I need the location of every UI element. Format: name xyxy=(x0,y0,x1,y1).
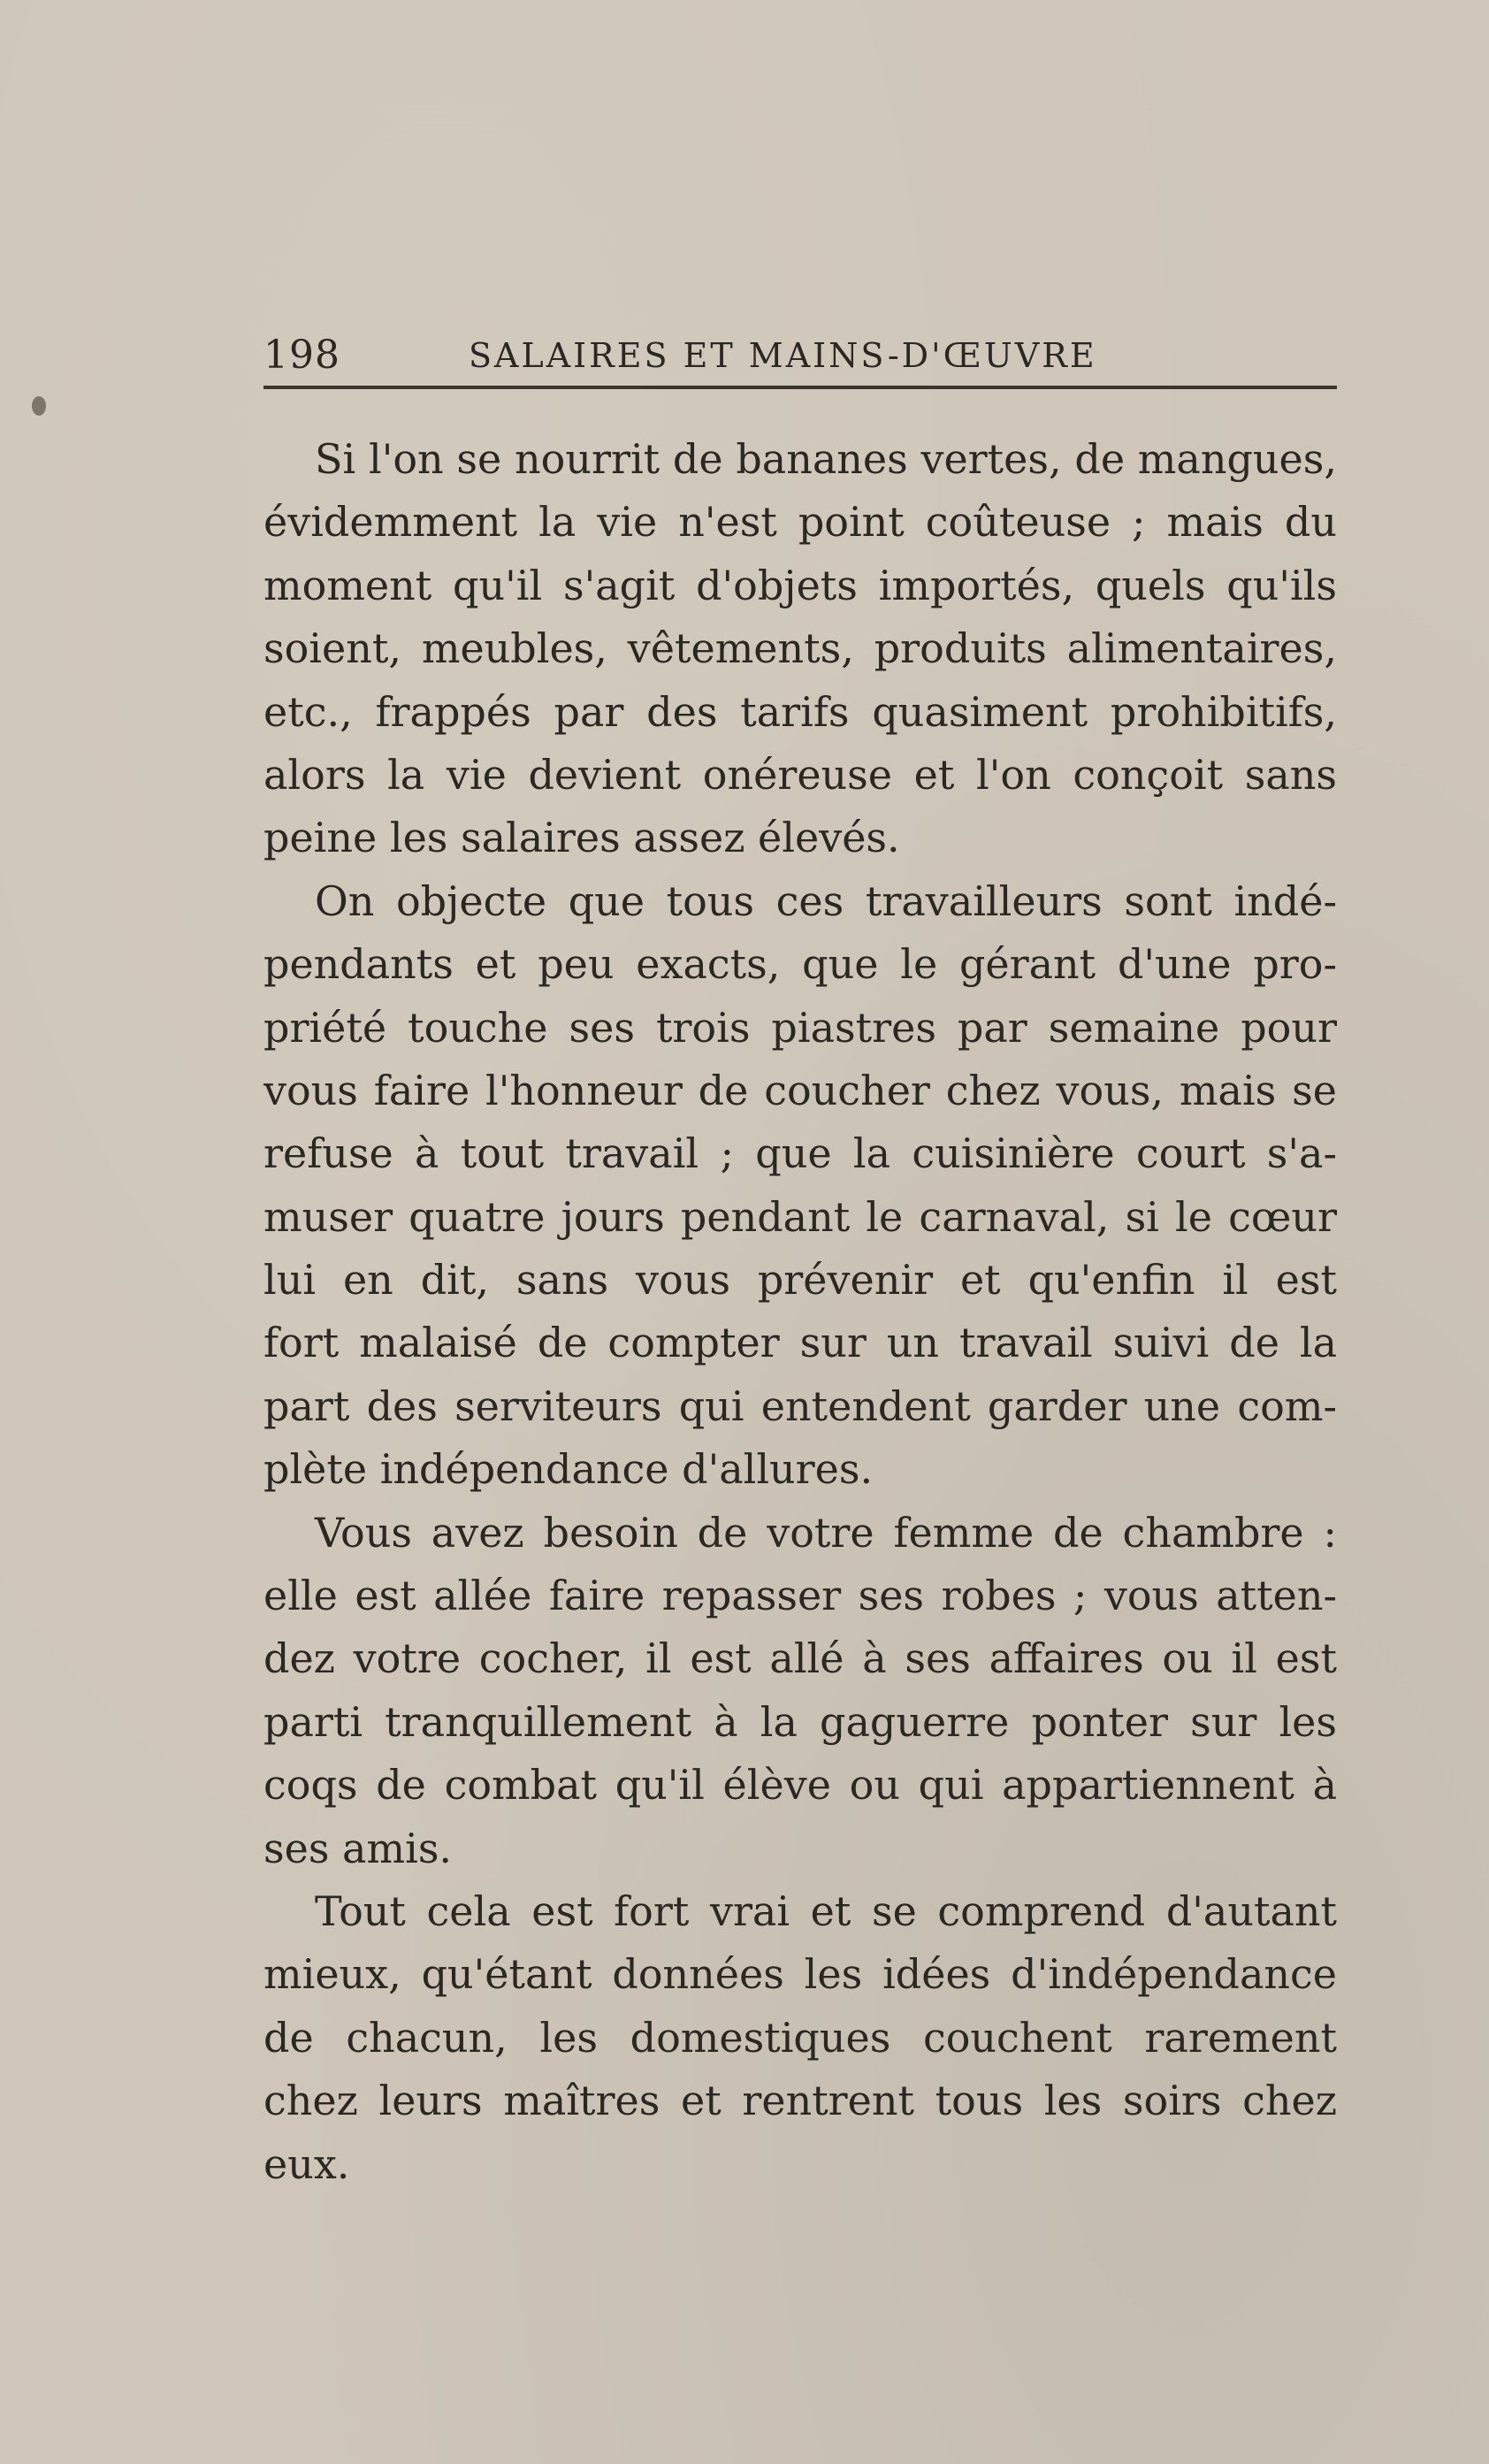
text-line: alors la vie devient onéreuse et l'on conçoit sans xyxy=(263,750,1337,799)
text-line: dez votre cocher, il est allé à ses affaires ou il est xyxy=(263,1634,1337,1683)
text-line: fort malaisé de compter sur un travail suivi de la xyxy=(263,1319,1337,1367)
text-line: eux. xyxy=(263,2139,350,2188)
text-line: mieux, qu'étant données les idées d'indépendance xyxy=(263,1950,1337,1999)
text-line: coqs de combat qu'il élève ou qui appartiennent à xyxy=(263,1761,1337,1810)
text-line: elle est allée faire repasser ses robes ; vous atten- xyxy=(263,1572,1337,1620)
page-number: 198 xyxy=(263,333,340,378)
text-line: chez leurs maîtres et rentrent tous les soirs chez xyxy=(263,2077,1337,2125)
text-line: ses amis. xyxy=(263,1824,453,1872)
text-line: Tout cela est fort vrai et se comprend d'autant xyxy=(315,1886,1337,1935)
text-line: peine les salaires assez élevés. xyxy=(263,814,900,862)
ink-speck xyxy=(32,396,46,416)
text-line: soient, meubles, vêtements, produits alimentaires, xyxy=(263,624,1337,673)
text-line: lui en dit, sans vous prévenir et qu'enfin il est xyxy=(263,1256,1337,1305)
text-line: plète indépendance d'allures. xyxy=(263,1445,874,1494)
text-line: Si l'on se nourrit de bananes vertes, de mangues, xyxy=(315,435,1337,483)
text-line: refuse à tout travail ; que la cuisinière court s'a- xyxy=(263,1129,1337,1178)
text-line: évidemment la vie n'est point coûteuse ; mais du xyxy=(263,498,1337,547)
text-line: pendants et peu exacts, que le gérant d'une pro- xyxy=(263,940,1337,989)
text-line: muser quatre jours pendant le carnaval, si le cœur xyxy=(263,1192,1337,1241)
running-title: SALAIRES ET MAINS-D'ŒUVRE xyxy=(469,336,1097,375)
page-header xyxy=(263,325,1337,386)
text-line: etc., frappés par des tarifs quasiment prohibitifs, xyxy=(263,687,1337,736)
text-line: Vous avez besoin de votre femme de chambre : xyxy=(315,1508,1337,1557)
text-line: part des serviteurs qui entendent garder une com- xyxy=(263,1381,1337,1430)
text-line: de chacun, les domestiques couchent rarement xyxy=(263,2013,1337,2062)
text-line: On objecte que tous ces travailleurs sont indé- xyxy=(315,876,1337,925)
header-rule xyxy=(263,386,1337,389)
text-line: moment qu'il s'agit d'objets importés, quels qu'ils xyxy=(263,561,1337,609)
text-line: parti tranquillement à la gaguerre ponter sur les xyxy=(263,1697,1337,1746)
text-line: priété touche ses trois piastres par semaine pour xyxy=(263,1003,1337,1052)
body-text xyxy=(263,428,1337,2196)
text-line: vous faire l'honneur de coucher chez vous, mais se xyxy=(263,1066,1337,1114)
